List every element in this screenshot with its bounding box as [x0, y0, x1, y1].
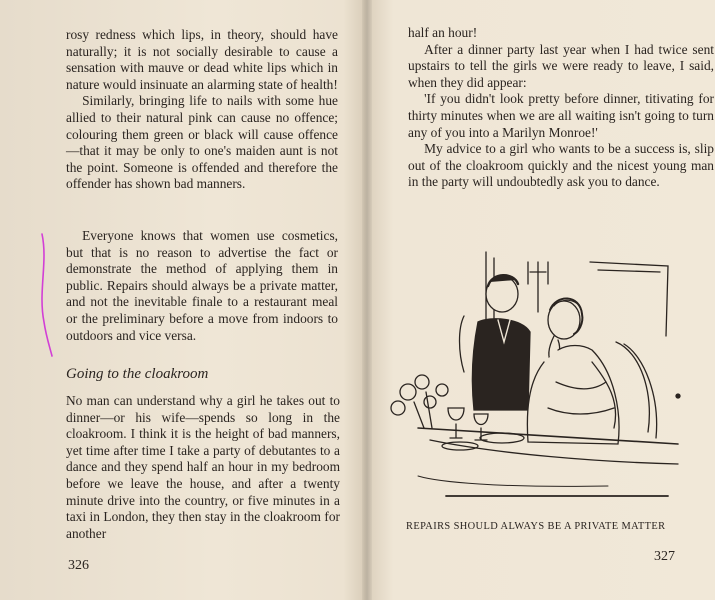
section-heading: Going to the cloakroom: [66, 366, 209, 382]
page-number-left: 326: [68, 558, 89, 573]
right-page: [372, 0, 715, 600]
page-number-right: 327: [654, 549, 675, 564]
paragraph: After a dinner party last year when I had twice sent upstairs to tell the girls we were ready to leave, I said, when they did appear:: [408, 41, 714, 90]
paragraph: Similarly, bringing life to nails with some hue allied to their natural pink can cause no offence; colouring them green or black will cause offence—that it may be only to one's maiden aunt is not the point. Someone is offended and therefore the offender has shown bad manners.: [66, 93, 338, 192]
pink-margin-mark: [36, 232, 56, 360]
dinner-illustration: [378, 232, 706, 510]
right-text-top: [408, 25, 714, 191]
book-gutter: [362, 0, 372, 600]
left-text-middle: [66, 228, 338, 344]
paragraph: Everyone knows that women use cosmetics, but that is no reason to advertise the fact or demonstrate the method of applying them in public. Repairs should always be a private matter, and not the inevitable finale to a restaurant meal or the preliminary before a move from indoors to outdoors and vice versa.: [66, 228, 338, 343]
paragraph: No man can understand why a girl he takes out to dinner—or his wife—spends so long in the cloakroom. I think it is the height of bad manners, yet time after time I take a party of debutantes to a dance and they spend half an hour in my bedroom before we leave the house, and after a twenty minute drive into the country, or five minutes in a taxi in London, they then stay in the cloakroom for another: [66, 393, 340, 541]
illustration-caption: REPAIRS SHOULD ALWAYS BE A PRIVATE MATTER: [406, 521, 666, 532]
left-text-bottom: [66, 393, 340, 542]
paragraph: rosy redness which lips, in theory, should have naturally; it is not socially desirable to cause a sensation with mauve or dead white lips which in nature would insinuate an alarming state of health!: [66, 27, 338, 92]
paragraph: 'If you didn't look pretty before dinner, titivating for thirty minutes when we are all waiting isn't going to turn any of you into a Marilyn Monroe!': [408, 91, 714, 140]
paragraph: half an hour!: [408, 25, 478, 40]
paragraph: My advice to a girl who wants to be a success is, slip out of the cloakroom quickly and the nicest young man in the party will undoubtedly ask you to dance.: [408, 141, 714, 190]
left-text-top: [66, 27, 338, 193]
